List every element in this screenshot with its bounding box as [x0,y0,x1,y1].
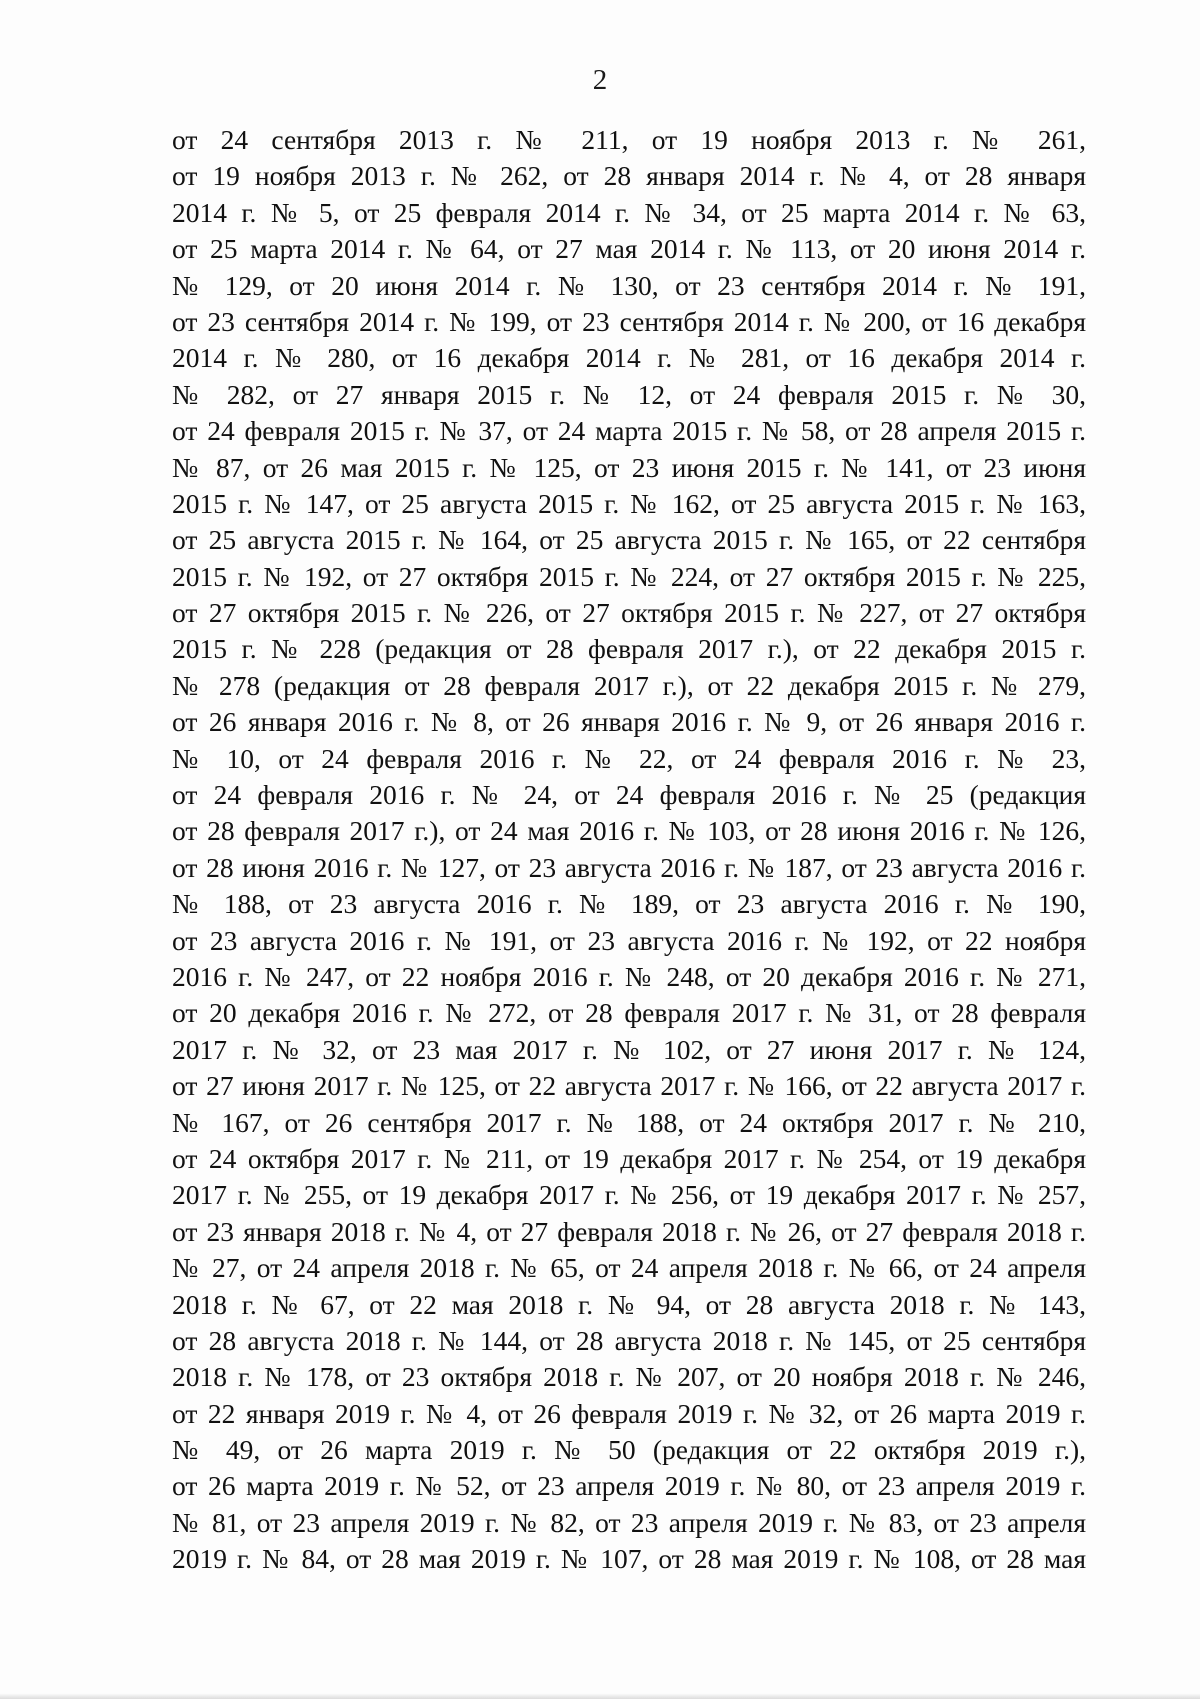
text-line: от 20 декабря 2016 г. № 272, от 28 февраля 2017 г. № 31, от 28 февраля [172,997,1086,1029]
text-line: 2016 г. № 247, от 22 ноября 2016 г. № 248, от 20 декабря 2016 г. № 271, [172,960,1086,992]
text-line: № 129, от 20 июня 2014 г. № 130, от 23 сентября 2014 г. № 191, [172,269,1086,301]
text-line: от 22 января 2019 г. № 4, от 26 февраля 2019 г. № 32, от 26 марта 2019 г. [172,1397,1086,1429]
text-line: 2015 г. № 192, от 27 октября 2015 г. № 224, от 27 октября 2015 г. № 225, [172,560,1086,592]
text-line: от 24 февраля 2016 г. № 24, от 24 февраля 2016 г. № 25 (редакция [172,779,1086,811]
text-line: от 24 октября 2017 г. № 211, от 19 декабря 2017 г. № 254, от 19 декабря [172,1142,1086,1174]
text-line: № 49, от 26 марта 2019 г. № 50 (редакция от 22 октября 2019 г.), [172,1434,1086,1466]
text-line: № 81, от 23 апреля 2019 г. № 82, от 23 апреля 2019 г. № 83, от 23 апреля [172,1506,1086,1538]
text-line: 2014 г. № 280, от 16 декабря 2014 г. № 281, от 16 декабря 2014 г. [172,342,1086,374]
text-line: 2018 г. № 178, от 23 октября 2018 г. № 207, от 20 ноября 2018 г. № 246, [172,1361,1086,1393]
document-body-text [172,122,1086,1578]
text-line: № 282, от 27 января 2015 г. № 12, от 24 февраля 2015 г. № 30, [172,378,1086,410]
scan-edge [0,1693,1200,1699]
text-line: № 188, от 23 августа 2016 г. № 189, от 23 августа 2016 г. № 190, [172,888,1086,920]
text-line: от 26 марта 2019 г. № 52, от 23 апреля 2019 г. № 80, от 23 апреля 2019 г. [172,1470,1086,1502]
text-line: № 278 (редакция от 28 февраля 2017 г.), от 22 декабря 2015 г. № 279, [172,669,1086,701]
text-line: от 24 сентября 2013 г. № 211, от 19 ноября 2013 г. № 261, [172,124,1086,155]
text-line: от 25 августа 2015 г. № 164, от 25 августа 2015 г. № 165, от 22 сентября [172,524,1086,556]
text-line: от 27 июня 2017 г. № 125, от 22 августа 2017 г. № 166, от 22 августа 2017 г. [172,1070,1086,1102]
text-line: 2019 г. № 84, от 28 мая 2019 г. № 107, от 28 мая 2019 г. № 108, от 28 мая [172,1543,1086,1575]
text-line: от 28 февраля 2017 г.), от 24 мая 2016 г. № 103, от 28 июня 2016 г. № 126, [172,815,1086,847]
text-line: 2015 г. № 147, от 25 августа 2015 г. № 162, от 25 августа 2015 г. № 163, [172,487,1086,519]
text-line: 2017 г. № 255, от 19 декабря 2017 г. № 256, от 19 декабря 2017 г. № 257, [172,1179,1086,1211]
text-line: от 19 ноября 2013 г. № 262, от 28 января 2014 г. № 4, от 28 января [172,160,1086,192]
text-line: № 10, от 24 февраля 2016 г. № 22, от 24 февраля 2016 г. № 23, [172,742,1086,774]
text-line: 2015 г. № 228 (редакция от 28 февраля 2017 г.), от 22 декабря 2015 г. [172,633,1086,665]
text-line: № 167, от 26 сентября 2017 г. № 188, от 24 октября 2017 г. № 210, [172,1106,1086,1138]
text-line: от 23 января 2018 г. № 4, от 27 февраля 2018 г. № 26, от 27 февраля 2018 г. [172,1215,1086,1247]
text-line: от 25 марта 2014 г. № 64, от 27 мая 2014 г. № 113, от 20 июня 2014 г. [172,233,1086,265]
text-line: от 28 июня 2016 г. № 127, от 23 августа 2016 г. № 187, от 23 августа 2016 г. [172,851,1086,883]
text-line: № 27, от 24 апреля 2018 г. № 65, от 24 апреля 2018 г. № 66, от 24 апреля [172,1252,1086,1284]
text-line: от 23 августа 2016 г. № 191, от 23 августа 2016 г. № 192, от 22 ноября [172,924,1086,956]
text-line: 2014 г. № 5, от 25 февраля 2014 г. № 34, от 25 марта 2014 г. № 63, [172,196,1086,228]
page-number: 2 [592,64,608,96]
text-line: № 87, от 26 мая 2015 г. № 125, от 23 июня 2015 г. № 141, от 23 июня [172,451,1086,483]
text-line: от 27 октября 2015 г. № 226, от 27 октября 2015 г. № 227, от 27 октября [172,597,1086,629]
text-line: 2018 г. № 67, от 22 мая 2018 г. № 94, от 28 августа 2018 г. № 143, [172,1288,1086,1320]
text-line: от 24 февраля 2015 г. № 37, от 24 марта 2015 г. № 58, от 28 апреля 2015 г. [172,415,1086,447]
text-line: 2017 г. № 32, от 23 мая 2017 г. № 102, от 27 июня 2017 г. № 124, [172,1033,1086,1065]
text-line: от 26 января 2016 г. № 8, от 26 января 2016 г. № 9, от 26 января 2016 г. [172,706,1086,738]
text-line: от 28 августа 2018 г. № 144, от 28 августа 2018 г. № 145, от 25 сентября [172,1324,1086,1356]
text-line: от 23 сентября 2014 г. № 199, от 23 сентября 2014 г. № 200, от 16 декабря [172,305,1086,337]
